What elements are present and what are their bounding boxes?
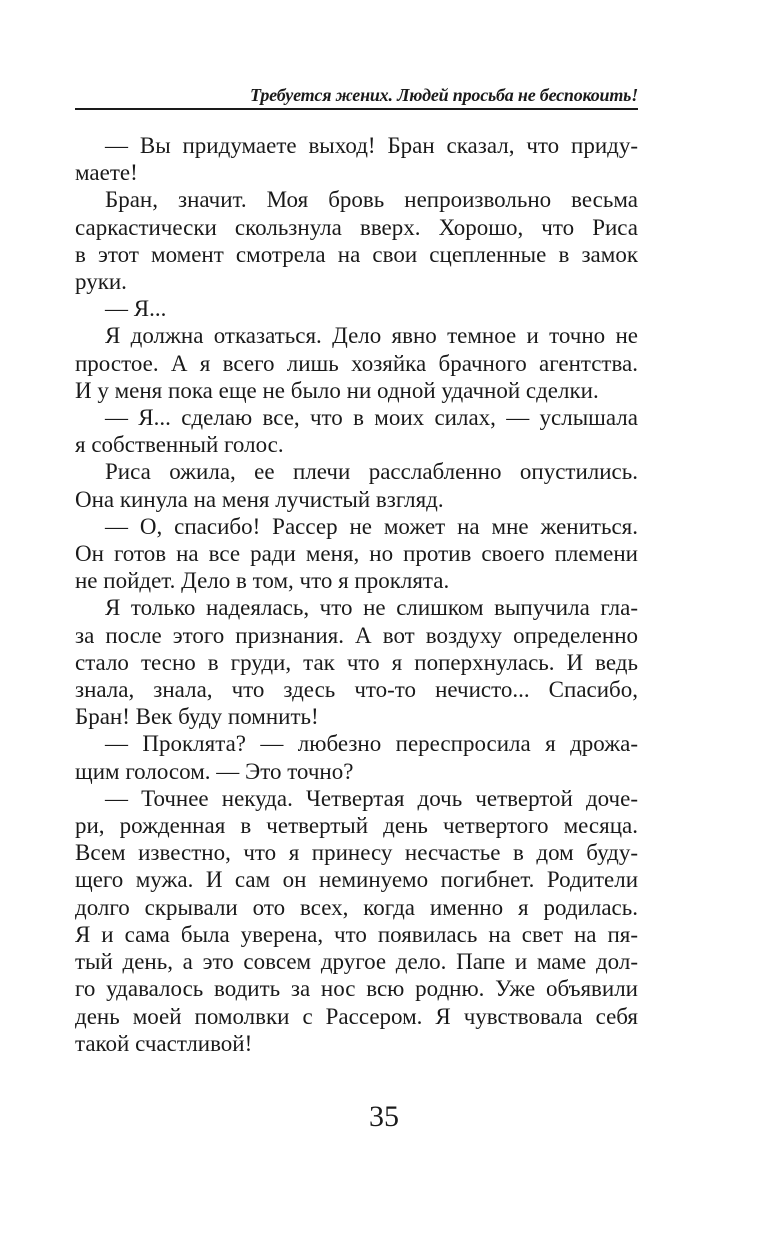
paragraph xyxy=(75,594,638,730)
text-line: Бран, значит. Моя бровь непроизвольно весьма xyxy=(105,187,638,213)
text-line: день моей помолвки с Рассером. Я чувствовала себя xyxy=(75,1003,638,1029)
text-line: — Вы придумаете выход! Бран сказал, что приду- xyxy=(105,133,638,158)
text-line: за после этого признания. А вот воздуху определенно xyxy=(75,622,638,648)
text-line: я собственный голос. xyxy=(75,432,284,458)
text-line: знала, знала, что здесь что-то нечисто... Спасибо, xyxy=(75,677,638,703)
text-line: щим голосом. — Это точно? xyxy=(75,758,354,784)
paragraph xyxy=(75,295,638,322)
header-rule xyxy=(75,108,638,110)
text-line: — О, спасибо! Рассер не может на мне жениться. xyxy=(105,513,638,539)
paragraph xyxy=(75,404,638,458)
text-line: — Я... xyxy=(105,296,167,322)
text-line: не пойдет. Дело в том, что я проклята. xyxy=(75,568,450,594)
text-line: такой счастливой! xyxy=(75,1030,253,1056)
text-line: Я должна отказаться. Дело явно темное и точно не xyxy=(105,323,638,349)
text-line: го удавалось водить за нос всю родню. Уже объявили xyxy=(75,976,638,1002)
paragraph xyxy=(75,322,638,404)
text-line: простое. А я всего лишь хозяйка брачного агентства. xyxy=(75,350,638,376)
text-line: ри, рожденная в четвертый день четвертого месяца. xyxy=(75,813,638,839)
page-number: 35 xyxy=(369,1100,399,1133)
text-line: И у меня пока еще не было ни одной удачной сделки. xyxy=(75,377,599,403)
text-line: Она кинула на меня лучистый взгляд. xyxy=(75,486,444,512)
paragraph xyxy=(75,458,638,512)
text-line: Бран! Век буду помнить! xyxy=(75,704,319,730)
text-line: — Проклята? — любезно переспросила я дрожа- xyxy=(105,731,638,757)
text-line: щего мужа. И сам он неминуемо погибнет. Родители xyxy=(75,867,638,893)
text-line: в этот момент смотрела на свои сцепленные в замок xyxy=(75,241,638,267)
text-line: Я и сама была уверена, что появилась на свет на пя- xyxy=(75,921,638,947)
running-title: Требуется жених. Людей просьба не беспокоить! xyxy=(250,85,638,105)
text-line: тый день, а это совсем другое дело. Папе и маме дол- xyxy=(75,949,638,975)
text-line: стало тесно в груди, так что я поперхнулась. И ведь xyxy=(75,649,638,675)
paragraph xyxy=(75,186,638,295)
paragraph xyxy=(75,785,638,1057)
text-line: долго скрывали ото всех, когда именно я родилась. xyxy=(75,894,638,920)
text-line: Он готов на все ради меня, но против своего племени xyxy=(75,541,638,567)
text-line: Риса ожила, ее плечи расслабленно опустились. xyxy=(105,459,638,485)
text-line: — Я... сделаю все, что в моих силах, — услышала xyxy=(105,405,638,431)
body-text xyxy=(75,132,638,1057)
text-line: Всем известно, что я принесу несчастье в дом буду- xyxy=(75,840,638,866)
paragraph xyxy=(75,730,638,784)
paragraph xyxy=(75,513,638,595)
text-line: Я только надеялась, что не слишком выпучила гла- xyxy=(105,595,638,621)
paragraph xyxy=(75,132,638,186)
text-line: — Точнее некуда. Четвертая дочь четвертой доче- xyxy=(105,785,638,811)
text-line: маете! xyxy=(75,160,138,186)
text-line: руки. xyxy=(75,269,127,295)
text-line: саркастически скользнула вверх. Хорошо, что Риса xyxy=(75,214,638,240)
